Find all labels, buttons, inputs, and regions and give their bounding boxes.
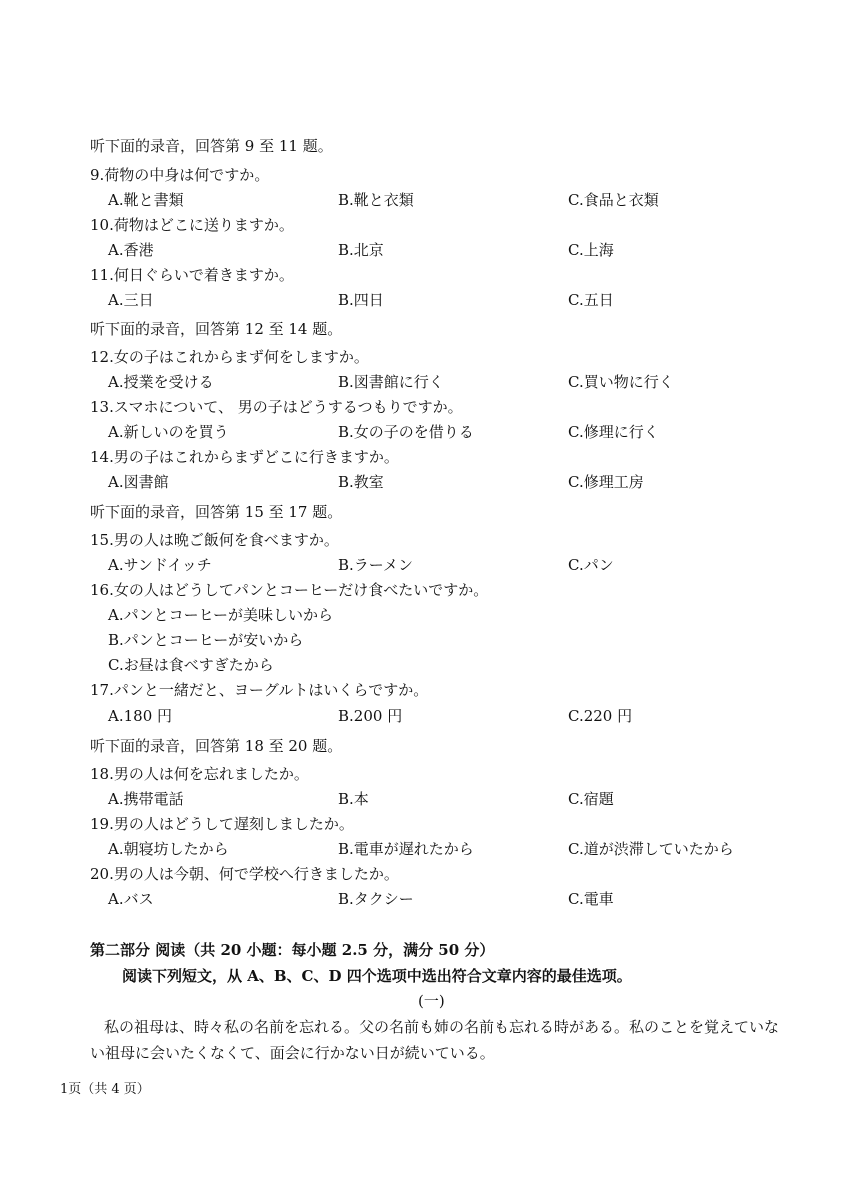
answer-option: A.靴と書類 — [108, 191, 184, 209]
answer-option: A.サンドイッチ — [108, 556, 212, 574]
answer-option: A.図書館 — [108, 473, 169, 491]
listening-instruction: 听下面的录音，回答第 18 至 20 题。 — [90, 737, 343, 755]
answer-option: A.朝寝坊したから — [108, 840, 229, 858]
answer-option: B.200 円 — [338, 707, 403, 725]
answer-option: A.新しいのを買う — [108, 423, 229, 441]
answer-option: B.北京 — [338, 241, 384, 259]
question-text: 20.男の人は今朝、何で学校へ行きましたか。 — [90, 865, 399, 883]
answer-option: B.靴と衣類 — [338, 191, 414, 209]
answer-option: B.パンとコーヒーが安いから — [108, 631, 304, 649]
answer-option: A.授業を受ける — [108, 373, 214, 391]
question-text: 15.男の人は晩ご飯何を食べますか。 — [90, 531, 339, 549]
answer-option: A.三日 — [108, 291, 154, 309]
question-text: 9.荷物の中身は何ですか。 — [90, 166, 270, 184]
answer-option: C.食品と衣類 — [568, 191, 659, 209]
question-text: 14.男の子はこれからまずどこに行きますか。 — [90, 448, 399, 466]
answer-option: A.180 円 — [108, 707, 172, 725]
answer-option: A.香港 — [108, 241, 154, 259]
answer-option: B.図書館に行く — [338, 373, 444, 391]
answer-option: C.修理に行く — [568, 423, 659, 441]
listening-instruction: 听下面的录音，回答第 15 至 17 题。 — [90, 503, 343, 521]
answer-option: B.電車が遅れたから — [338, 840, 474, 858]
answer-option: C.電車 — [568, 890, 614, 908]
answer-option: B.教室 — [338, 473, 384, 491]
answer-option: B.四日 — [338, 291, 384, 309]
answer-option: C.道が渋滞していたから — [568, 840, 734, 858]
answer-option: C.修理工房 — [568, 473, 644, 491]
answer-option: B.女の子のを借りる — [338, 423, 474, 441]
answer-option: A.携帯電話 — [108, 790, 184, 808]
answer-option: A.パンとコーヒーが美味しいから — [108, 606, 334, 624]
part2-heading: 第二部分 阅读（共 20 小题：每小题 2.5 分，满分 50 分） — [90, 941, 495, 959]
question-text: 13.スマホについて、 男の子はどうするつもりですか。 — [90, 398, 463, 416]
subsection-label: (一) — [418, 992, 445, 1010]
answer-option: B.本 — [338, 790, 369, 808]
question-text: 10.荷物はどこに送りますか。 — [90, 216, 294, 234]
question-text: 19.男の人はどうして遅刻しましたか。 — [90, 815, 354, 833]
listening-instruction: 听下面的录音，回答第 12 至 14 题。 — [90, 320, 343, 338]
answer-option: C.五日 — [568, 291, 614, 309]
answer-option: C.お昼は食べすぎたから — [108, 656, 274, 674]
answer-option: C.220 円 — [568, 707, 633, 725]
question-text: 12.女の子はこれからまず何をしますか。 — [90, 348, 369, 366]
question-text: 18.男の人は何を忘れましたか。 — [90, 765, 309, 783]
answer-option: C.宿題 — [568, 790, 614, 808]
answer-option: C.買い物に行く — [568, 373, 674, 391]
question-text: 16.女の人はどうしてパンとコーヒーだけ食べたいですか。 — [90, 581, 489, 599]
reading-passage: 私の祖母は、時々私の名前を忘れる。父の名前も姉の名前も忘れる時がある。私のことを覚えていない祖母に会いたくなくて、面会に行かない日が続いている。 — [90, 1018, 780, 1062]
answer-option: B.ラーメン — [338, 556, 414, 574]
question-text: 11.何日ぐらいで着きますか。 — [90, 266, 294, 284]
answer-option: C.上海 — [568, 241, 614, 259]
answer-option: C.パン — [568, 556, 614, 574]
listening-instruction: 听下面的录音，回答第 9 至 11 题。 — [90, 137, 333, 155]
answer-option: A.バス — [108, 890, 154, 908]
page-footer: 1页（共 4 页） — [60, 1082, 150, 1097]
question-text: 17.パンと一緒だと、ヨーグルトはいくらですか。 — [90, 681, 429, 699]
part2-instruction: 阅读下列短文，从 A、B、C、D 四个选项中选出符合文章内容的最佳选项。 — [122, 967, 632, 985]
answer-option: B.タクシー — [338, 890, 414, 908]
